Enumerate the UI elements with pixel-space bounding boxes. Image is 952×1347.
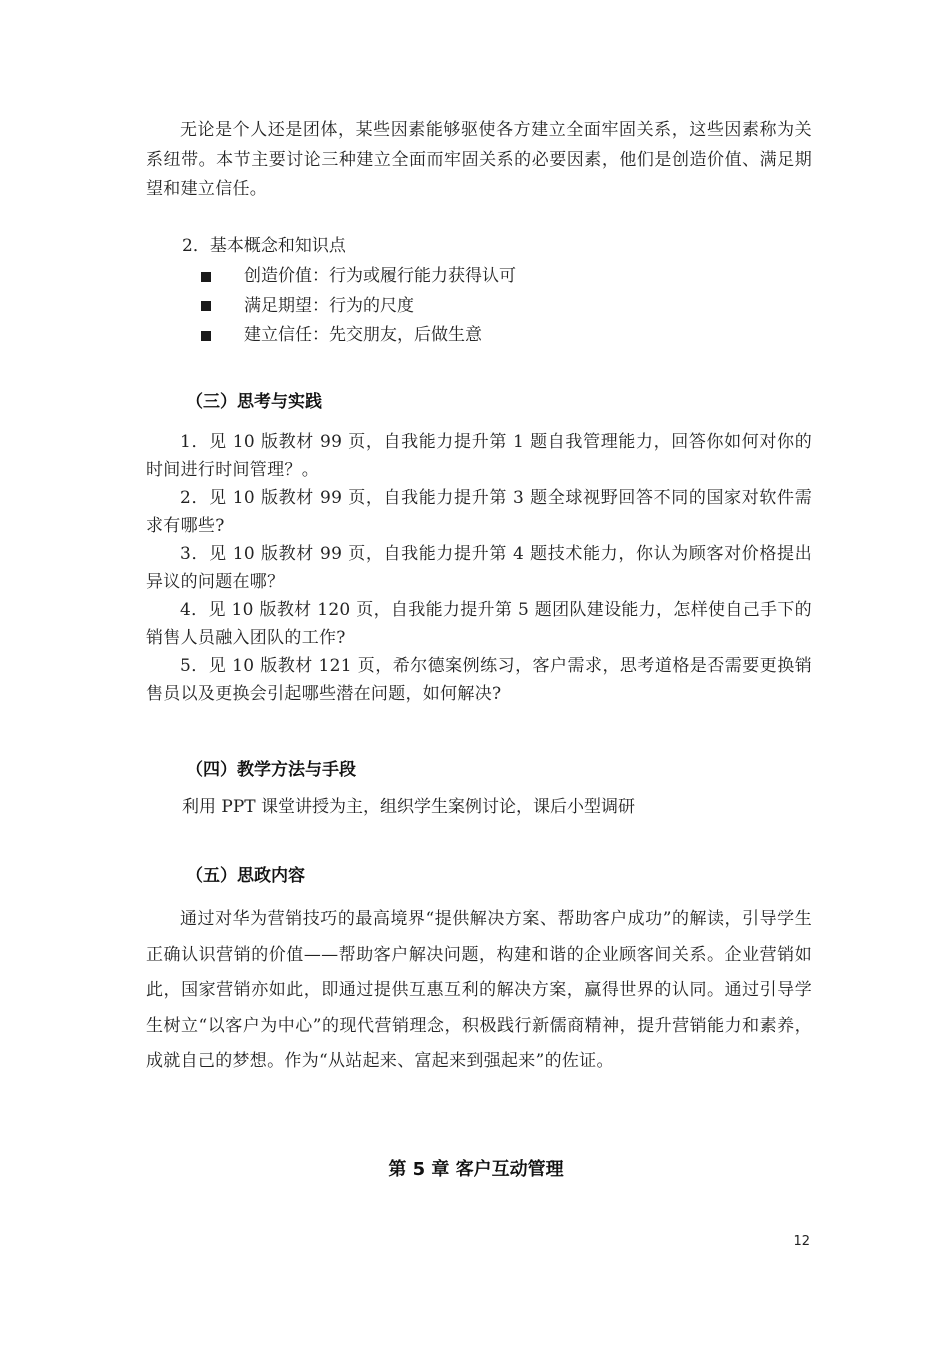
question-item: 4．见 10 版教材 120 页，自我能力提升第 5 题团队建设能力，怎样使自己手下的销售人员融入团队的工作? xyxy=(146,600,812,648)
question-item: 3．见 10 版教材 99 页，自我能力提升第 4 题技术能力，你认为顾客对价格提出异议的问题在哪？ xyxy=(146,544,812,592)
intro-paragraph-block xyxy=(146,116,812,205)
practice-heading: （三）思考与实践 xyxy=(186,392,322,412)
concepts-list xyxy=(201,262,516,351)
question-item: 1．见 10 版教材 99 页，自我能力提升第 1 题自我管理能力，回答你如何对你的时间进行时间管理？。 xyxy=(146,432,812,480)
list-item xyxy=(201,292,516,322)
practice-questions xyxy=(146,428,812,708)
concepts-heading: 2．基本概念和知识点 xyxy=(182,236,346,256)
ideology-text: 通过对华为营销技巧的最高境界“提供解决方案、帮助客户成功”的解读，引导学生正确认识营销的价值——帮助客户解决问题，构建和谐的企业顾客间关系。企业营销如此，国家营销亦如此，即通过提供互惠互利的解决方案，赢得世界的认同。通过引导学生树立“以客户为中心”的现代营销理念，积极践行新儒商精神，提升营销能力和素养，成就自己的梦想。作为“从站起来、富起来到强起来”的佐证。 xyxy=(146,909,812,1071)
concept-text: 建立信任：先交朋友，后做生意 xyxy=(244,325,482,345)
square-bullet-icon xyxy=(201,331,211,341)
question-item: 2．见 10 版教材 99 页，自我能力提升第 3 题全球视野回答不同的国家对软件需求有哪些? xyxy=(146,488,812,536)
square-bullet-icon xyxy=(201,301,211,311)
square-bullet-icon xyxy=(201,272,211,282)
methods-text: 利用 PPT 课堂讲授为主，组织学生案例讨论，课后小型调研 xyxy=(182,797,636,817)
intro-paragraph: 无论是个人还是团体，某些因素能够驱使各方建立全面牢固关系，这些因素称为关系纽带。本节主要讨论三种建立全面而牢固关系的必要因素，他们是创造价值、满足期望和建立信任。 xyxy=(146,120,812,199)
question-item: 5．见 10 版教材 121 页，希尔德案例练习，客户需求，思考道格是否需要更换销售员以及更换会引起哪些潜在问题，如何解决? xyxy=(146,656,812,704)
ideology-block xyxy=(146,902,812,1080)
list-item xyxy=(201,262,516,292)
concept-text: 满足期望：行为的尺度 xyxy=(244,295,414,316)
methods-heading: （四）教学方法与手段 xyxy=(186,760,356,780)
concept-text: 创造价值：行为或履行能力获得认可 xyxy=(244,266,516,286)
ideology-heading: （五）思政内容 xyxy=(186,866,305,886)
page-number: 12 xyxy=(793,1234,810,1249)
list-item xyxy=(201,321,516,351)
chapter-title: 第 5 章 客户互动管理 xyxy=(388,1159,564,1180)
